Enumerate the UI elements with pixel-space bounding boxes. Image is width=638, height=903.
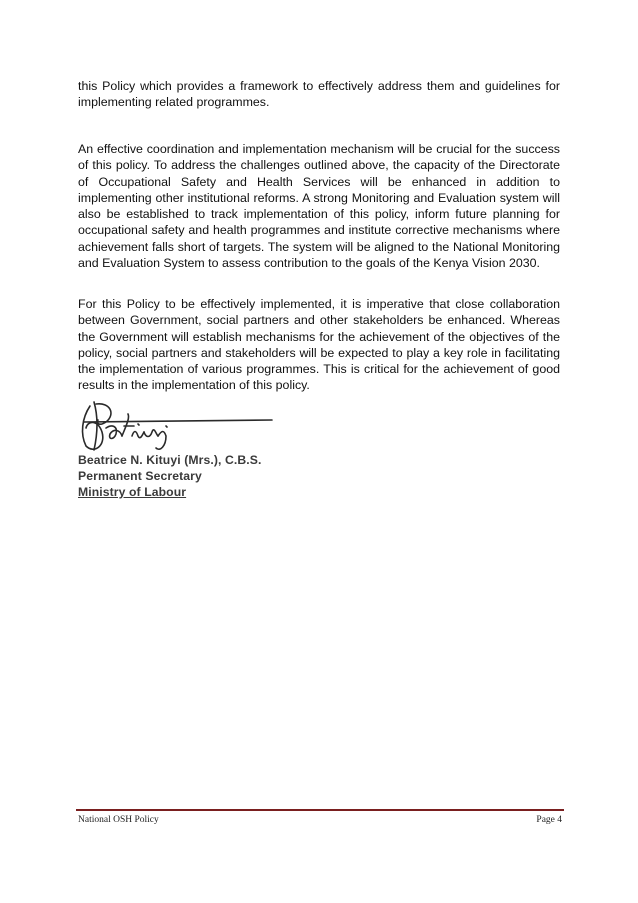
paragraph-coordination: An effective coordination and implementation mechanism will be crucial for the success of this policy. To address the challenges outlined above, the capacity of the Directorate of Occupational Safety and Health Services will be enhanced in addition to implementing other institutional reforms. A strong Monitoring and Evaluation system will also be established to track implementation of this policy, inform future planning for occupational safety and health programmes and institute corrective mechanisms where achievement falls short of targets. The system will be aligned to the National Monitoring and Evaluation System to assess contribution to the goals of the Kenya Vision 2030.: [78, 142, 560, 271]
paragraph-collaboration: For this Policy to be effectively implemented, it is imperative that close collaboration between Government, social partners and other stakeholders be enhanced. Whereas the Government will establish mechanisms for the achievement of the objectives of the policy, social partners and stakeholders will be expected to play a key role in facilitating the implementation of various programmes. This is critical for the achievement of good results in the implementation of this policy.: [78, 297, 560, 393]
signatory-details: [78, 452, 261, 500]
signatory-title: Permanent Secretary: [78, 469, 202, 483]
paragraph-continuation: this Policy which provides a framework to effectively address them and guidelines for implementing related programmes.: [78, 79, 560, 110]
signatory-ministry: Ministry of Labour: [78, 485, 187, 499]
footer-page-number: Page 4: [536, 815, 562, 825]
signatory-name: Beatrice N. Kituyi (Mrs.), C.B.S.: [78, 453, 262, 467]
footer-document-title: National OSH Policy: [78, 815, 159, 825]
handwritten-signature: [76, 396, 316, 456]
signature-block: [76, 396, 316, 500]
footer-divider: [76, 809, 564, 811]
